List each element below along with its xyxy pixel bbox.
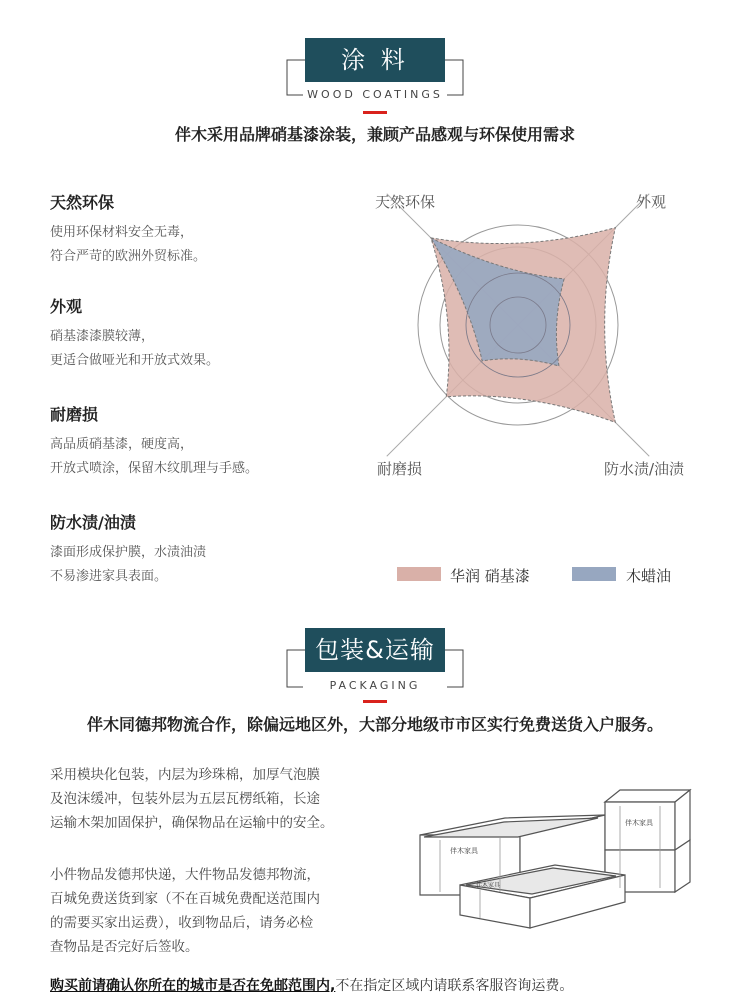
section1-divider: [363, 111, 387, 114]
radar-chart: [370, 180, 720, 490]
radar-label-eco: 天然环保: [375, 193, 436, 211]
shipping-notice-rest: 不在指定区域内请联系客服咨询运费。: [335, 978, 574, 994]
shipping-notice: [50, 975, 740, 995]
box-logo-1: 伴木家具: [450, 847, 478, 855]
radar-label-wear: 耐磨损: [377, 460, 423, 478]
section2-subtitle: PACKAGING: [303, 679, 447, 693]
section2-tagline: 伴木同德邦物流合作，除偏远地区外，大部分地级市市区实行免费送货入户服务。: [86, 715, 663, 734]
feature-title-eco: 天然环保: [50, 193, 115, 212]
section2-title: 包装&运输: [305, 628, 445, 672]
box-logo-2: 伴木家具: [625, 819, 653, 827]
section1-subtitle: WOOD COATINGS: [303, 88, 447, 102]
feature-desc-eco: 使用环保材料安全无毒， 符合严苛的欧洲外贸标准。: [50, 225, 207, 264]
shipping-notice-bold: 购买前请确认你所在的城市是否在免邮范围内,: [50, 978, 336, 994]
legend-swatch-nitro: [397, 567, 441, 581]
legend-label-wax: 木蜡油: [626, 567, 672, 585]
box-logo-3: 伴木家具: [476, 882, 501, 889]
shipping-boxes-illustration: [410, 780, 730, 940]
feature-title-water: 防水渍/油渍: [50, 513, 136, 532]
section1-header: [285, 38, 465, 101]
feature-title-wear: 耐磨损: [50, 405, 99, 424]
section2-divider: [363, 700, 387, 703]
legend-label-nitro: 华润 硝基漆: [450, 567, 530, 585]
section1-tagline: 伴木采用品牌硝基漆涂装，兼顾产品感观与环保使用需求: [174, 125, 575, 144]
section1-title: 涂 料: [305, 38, 445, 82]
radar-label-look: 外观: [636, 193, 667, 211]
feature-title-look: 外观: [50, 297, 83, 316]
delivery-paragraph: 小件物品发德邦快递，大件物品发德邦物流， 百城免费送货到家（不在百城免费配送范围内 的需要买家出运费），收到物品后，请务必检 查物品是否完好后签收。: [50, 867, 320, 955]
feature-desc-look: 硝基漆漆膜较薄， 更适合做哑光和开放式效果。: [50, 329, 220, 368]
legend-swatch-wax: [572, 567, 616, 581]
packaging-paragraph: 采用模块化包装，内层为珍珠棉，加厚气泡膜 及泡沫缓冲，包装外层为五层瓦楞纸箱，长途 运输木架加固保护，确保物品在运输中的安全。: [50, 767, 334, 831]
feature-desc-water: 漆面形成保护膜，水渍油渍 不易渗进家具表面。: [50, 545, 207, 584]
section2-header: [285, 628, 465, 690]
feature-list: [50, 190, 360, 590]
radar-label-water: 防水渍/油渍: [604, 460, 685, 478]
feature-desc-wear: 高品质硝基漆，硬度高， 开放式喷涂，保留木纹肌理与手感。: [50, 437, 259, 476]
